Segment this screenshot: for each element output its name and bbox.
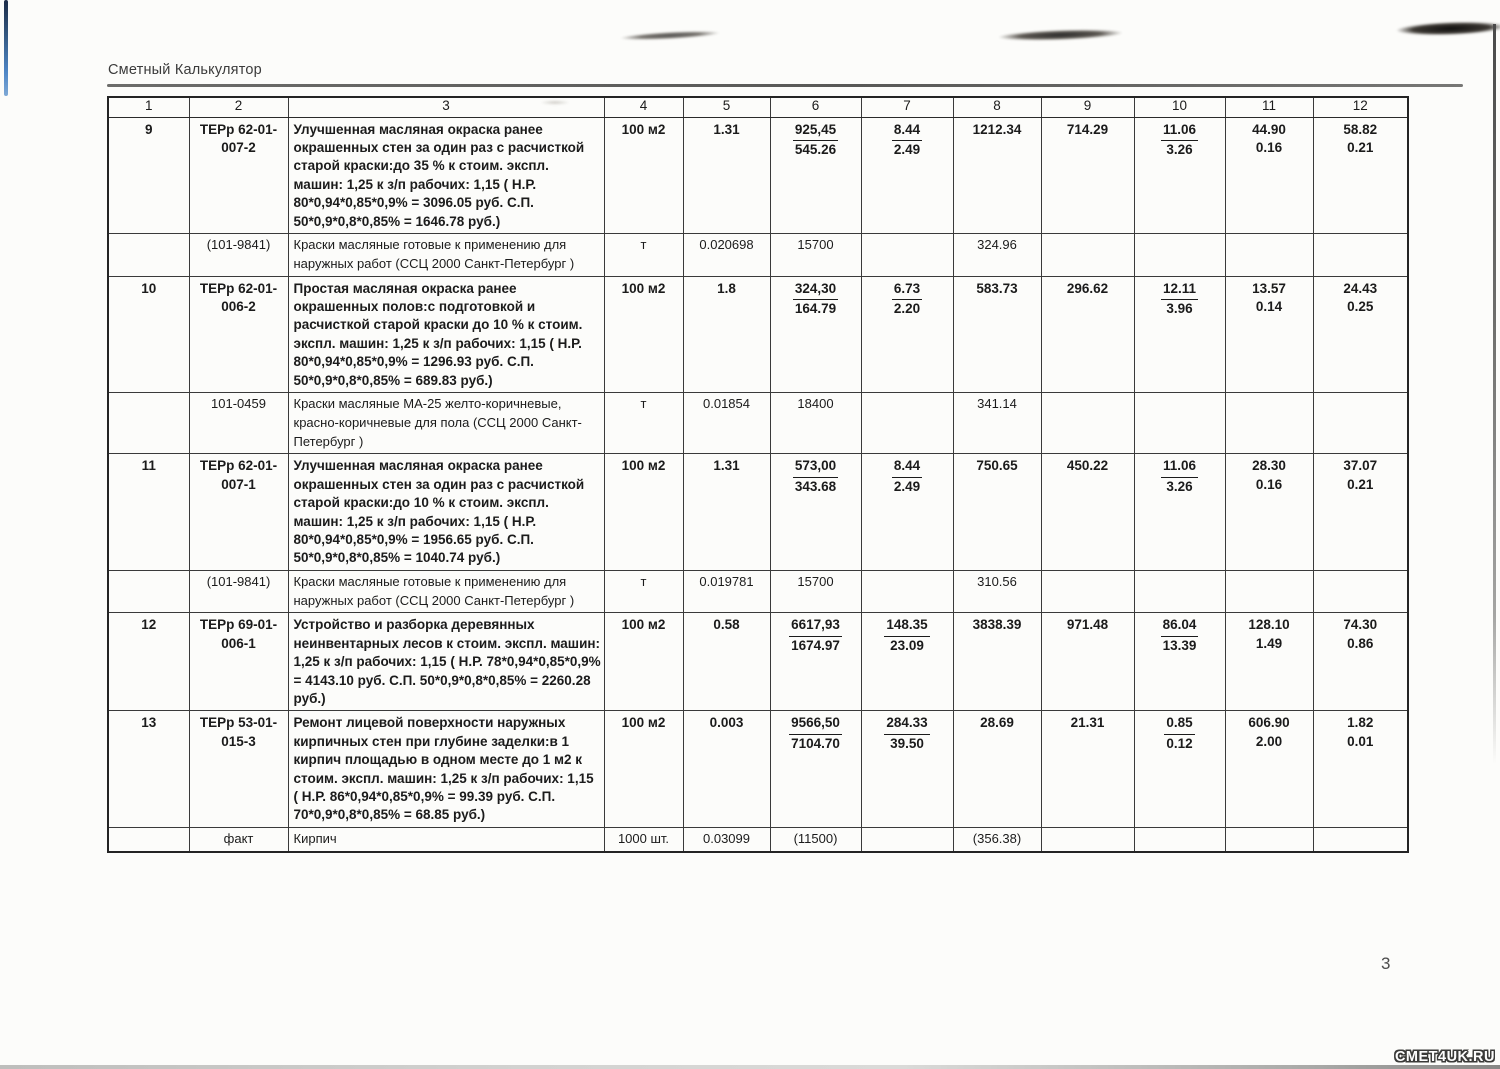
- table-cell: 37.07 0.21: [1313, 454, 1408, 570]
- table-cell: [108, 827, 189, 851]
- table-cell: 100 м2: [604, 276, 683, 392]
- table-cell: т: [604, 392, 683, 453]
- column-header: 11: [1225, 97, 1313, 117]
- table-cell: [1225, 392, 1313, 453]
- table-cell: 324.96: [953, 233, 1041, 276]
- table-cell: [1041, 392, 1134, 453]
- table-cell: [1041, 570, 1134, 613]
- column-header: 3: [288, 97, 604, 117]
- table-cell: [1313, 827, 1408, 851]
- table-row: [108, 570, 1408, 613]
- document-title: Сметный Калькулятор: [108, 62, 262, 78]
- table-cell: 11.06 3.26: [1134, 454, 1225, 570]
- table-cell: 100 м2: [604, 117, 683, 233]
- table-cell: 1000 шт.: [604, 827, 683, 851]
- table-cell: 15700: [770, 233, 861, 276]
- table-cell: (101-9841): [189, 570, 288, 613]
- table-cell: 9: [108, 117, 189, 233]
- table-cell: [108, 392, 189, 453]
- table-row: [108, 233, 1408, 276]
- scan-edge-artifact-bottom: [0, 1065, 1500, 1069]
- column-header: 5: [683, 97, 770, 117]
- column-header: 4: [604, 97, 683, 117]
- table-cell: [1041, 827, 1134, 851]
- table-cell: 1.31: [683, 454, 770, 570]
- scan-edge-artifact-left: [4, 0, 8, 96]
- table-cell: 9566,50 7104.70: [770, 711, 861, 827]
- table-cell: 13: [108, 711, 189, 827]
- table-cell: 450.22: [1041, 454, 1134, 570]
- table-cell: [861, 827, 953, 851]
- table-cell: 925,45 545.26: [770, 117, 861, 233]
- table-row: [108, 827, 1408, 851]
- column-header: 1: [108, 97, 189, 117]
- table-cell: 1.8: [683, 276, 770, 392]
- table-cell: 100 м2: [604, 711, 683, 827]
- table-cell: 11: [108, 454, 189, 570]
- table-cell: 573,00 343.68: [770, 454, 861, 570]
- column-header: 7: [861, 97, 953, 117]
- table-cell: 13.57 0.14: [1225, 276, 1313, 392]
- column-header: 6: [770, 97, 861, 117]
- table-cell: 296.62: [1041, 276, 1134, 392]
- table-cell: (101-9841): [189, 233, 288, 276]
- table-cell: 1212.34: [953, 117, 1041, 233]
- table-cell: Простая масляная окраска ранее окрашенных полов:с подготовкой и расчисткой старой краски до 10 % к стоим. экспл. машин: 1,25 к з/п рабочих: 1,15 ( Н.Р. 80*0,94*0,85*0,9% = 1296.93 руб. С.П. 50*0,9*0,8*0,85% = 689.83 руб.): [288, 276, 604, 392]
- scan-smudge: [1396, 20, 1500, 37]
- table-cell: [1313, 233, 1408, 276]
- table-cell: [1225, 233, 1313, 276]
- table-cell: факт: [189, 827, 288, 851]
- table-cell: 28.30 0.16: [1225, 454, 1313, 570]
- table-row: [108, 454, 1408, 570]
- table-cell: 44.90 0.16: [1225, 117, 1313, 233]
- table-cell: 0.003: [683, 711, 770, 827]
- table-row: [108, 392, 1408, 453]
- table-cell: 28.69: [953, 711, 1041, 827]
- column-header: 12: [1313, 97, 1408, 117]
- table-cell: (11500): [770, 827, 861, 851]
- estimate-table-body: [108, 117, 1408, 852]
- table-cell: 750.65: [953, 454, 1041, 570]
- table-cell: Краски масляные готовые к применению для наружных работ (ССЦ 2000 Санкт-Петербург ): [288, 233, 604, 276]
- table-cell: 21.31: [1041, 711, 1134, 827]
- column-header: 2: [189, 97, 288, 117]
- column-header: 10: [1134, 97, 1225, 117]
- table-cell: 0.020698: [683, 233, 770, 276]
- table-cell: 12.11 3.96: [1134, 276, 1225, 392]
- table-cell: [1134, 570, 1225, 613]
- table-cell: 1.31: [683, 117, 770, 233]
- column-header: 8: [953, 97, 1041, 117]
- table-cell: 58.82 0.21: [1313, 117, 1408, 233]
- table-header-row: [108, 97, 1408, 117]
- table-cell: 341.14: [953, 392, 1041, 453]
- table-cell: [1041, 233, 1134, 276]
- table-cell: 1.82 0.01: [1313, 711, 1408, 827]
- table-cell: [861, 392, 953, 453]
- table-cell: Краски масляные МА-25 желто-коричневые, красно-коричневые для пола (ССЦ 2000 Санкт-Петербург ): [288, 392, 604, 453]
- watermark: CMET4UK.RU: [1394, 1049, 1495, 1065]
- table-cell: 15700: [770, 570, 861, 613]
- table-row: [108, 613, 1408, 711]
- table-row: [108, 276, 1408, 392]
- table-cell: 10: [108, 276, 189, 392]
- table-cell: 8.44 2.49: [861, 117, 953, 233]
- table-cell: Устройство и разборка деревянных неинвентарных лесов к стоим. экспл. машин: 1,25 к з/п рабочих: 1,15 ( Н.Р. 78*0,94*0,85*0,9% = 4143.10 руб. С.П. 50*0,9*0,8*0,85% = 2260.28 руб.): [288, 613, 604, 711]
- table-cell: 0.019781: [683, 570, 770, 613]
- table-cell: Ремонт лицевой поверхности наружных кирпичных стен при глубине заделки:в 1 кирпич площадью в одном месте до 1 м2 к стоим. экспл. машин: 1,25 к з/п рабочих: 1,15 ( Н.Р. 86*0,94*0,85*0,9% = 99.39 руб. С.П. 70*0,9*0,8*0,85% = 68.85 руб.): [288, 711, 604, 827]
- table-cell: [861, 570, 953, 613]
- table-cell: 6.73 2.20: [861, 276, 953, 392]
- scan-smudge: [998, 28, 1123, 42]
- table-cell: 583.73: [953, 276, 1041, 392]
- table-cell: Кирпич: [288, 827, 604, 851]
- table-row: [108, 711, 1408, 827]
- table-cell: ТЕРр 53-01-015-3: [189, 711, 288, 827]
- table-cell: 8.44 2.49: [861, 454, 953, 570]
- table-cell: [1225, 570, 1313, 613]
- table-cell: т: [604, 233, 683, 276]
- table-cell: (356.38): [953, 827, 1041, 851]
- table-cell: ТЕРр 69-01-006-1: [189, 613, 288, 711]
- table-cell: 12: [108, 613, 189, 711]
- table-cell: 284.33 39.50: [861, 711, 953, 827]
- table-cell: [1134, 392, 1225, 453]
- table-cell: 6617,93 1674.97: [770, 613, 861, 711]
- table-cell: 0.01854: [683, 392, 770, 453]
- table-cell: ТЕРр 62-01-007-2: [189, 117, 288, 233]
- table-cell: 0.03099: [683, 827, 770, 851]
- title-underline: [107, 84, 1463, 87]
- table-cell: 310.56: [953, 570, 1041, 613]
- table-cell: Краски масляные готовые к применению для наружных работ (ССЦ 2000 Санкт-Петербург ): [288, 570, 604, 613]
- table-cell: Улучшенная масляная окраска ранее окрашенных стен за один раз с расчисткой старой краски:до 35 % к стоим. экспл. машин: 1,25 к з/п рабочих: 1,15 ( Н.Р. 80*0,94*0,85*0,9% = 3096.05 руб. С.П. 50*0,9*0,8*0,85% = 1646.78 руб.): [288, 117, 604, 233]
- column-header: 9: [1041, 97, 1134, 117]
- table-cell: 3838.39: [953, 613, 1041, 711]
- table-cell: ТЕРр 62-01-006-2: [189, 276, 288, 392]
- table-cell: Улучшенная масляная окраска ранее окрашенных стен за один раз с расчисткой старой краски:до 10 % к стоим. экспл. машин: 1,25 к з/п рабочих: 1,15 ( Н.Р. 80*0,94*0,85*0,9% = 1956.65 руб. С.П. 50*0,9*0,8*0,85% = 1040.74 руб.): [288, 454, 604, 570]
- table-cell: [861, 233, 953, 276]
- table-cell: 606.90 2.00: [1225, 711, 1313, 827]
- table-cell: 324,30 164.79: [770, 276, 861, 392]
- table-cell: [1134, 827, 1225, 851]
- table-cell: [108, 570, 189, 613]
- table-cell: [1225, 827, 1313, 851]
- table-cell: [108, 233, 189, 276]
- table-cell: 100 м2: [604, 454, 683, 570]
- table-cell: 11.06 3.26: [1134, 117, 1225, 233]
- table-cell: т: [604, 570, 683, 613]
- table-cell: 86.04 13.39: [1134, 613, 1225, 711]
- table-cell: 101-0459: [189, 392, 288, 453]
- table-cell: 18400: [770, 392, 861, 453]
- table-cell: [1313, 570, 1408, 613]
- estimate-table: [107, 96, 1409, 853]
- table-cell: ТЕРр 62-01-007-1: [189, 454, 288, 570]
- table-cell: 100 м2: [604, 613, 683, 711]
- table-cell: 24.43 0.25: [1313, 276, 1408, 392]
- table-cell: 148.35 23.09: [861, 613, 953, 711]
- page-number: 3: [1381, 954, 1391, 973]
- table-row: [108, 117, 1408, 233]
- scan-smudge: [620, 29, 720, 41]
- table-cell: [1134, 233, 1225, 276]
- scan-edge-artifact-right: [1493, 24, 1496, 764]
- table-cell: 0.58: [683, 613, 770, 711]
- table-cell: 714.29: [1041, 117, 1134, 233]
- table-cell: 74.30 0.86: [1313, 613, 1408, 711]
- table-cell: 0.85 0.12: [1134, 711, 1225, 827]
- table-cell: 971.48: [1041, 613, 1134, 711]
- table-cell: 128.10 1.49: [1225, 613, 1313, 711]
- table-cell: [1313, 392, 1408, 453]
